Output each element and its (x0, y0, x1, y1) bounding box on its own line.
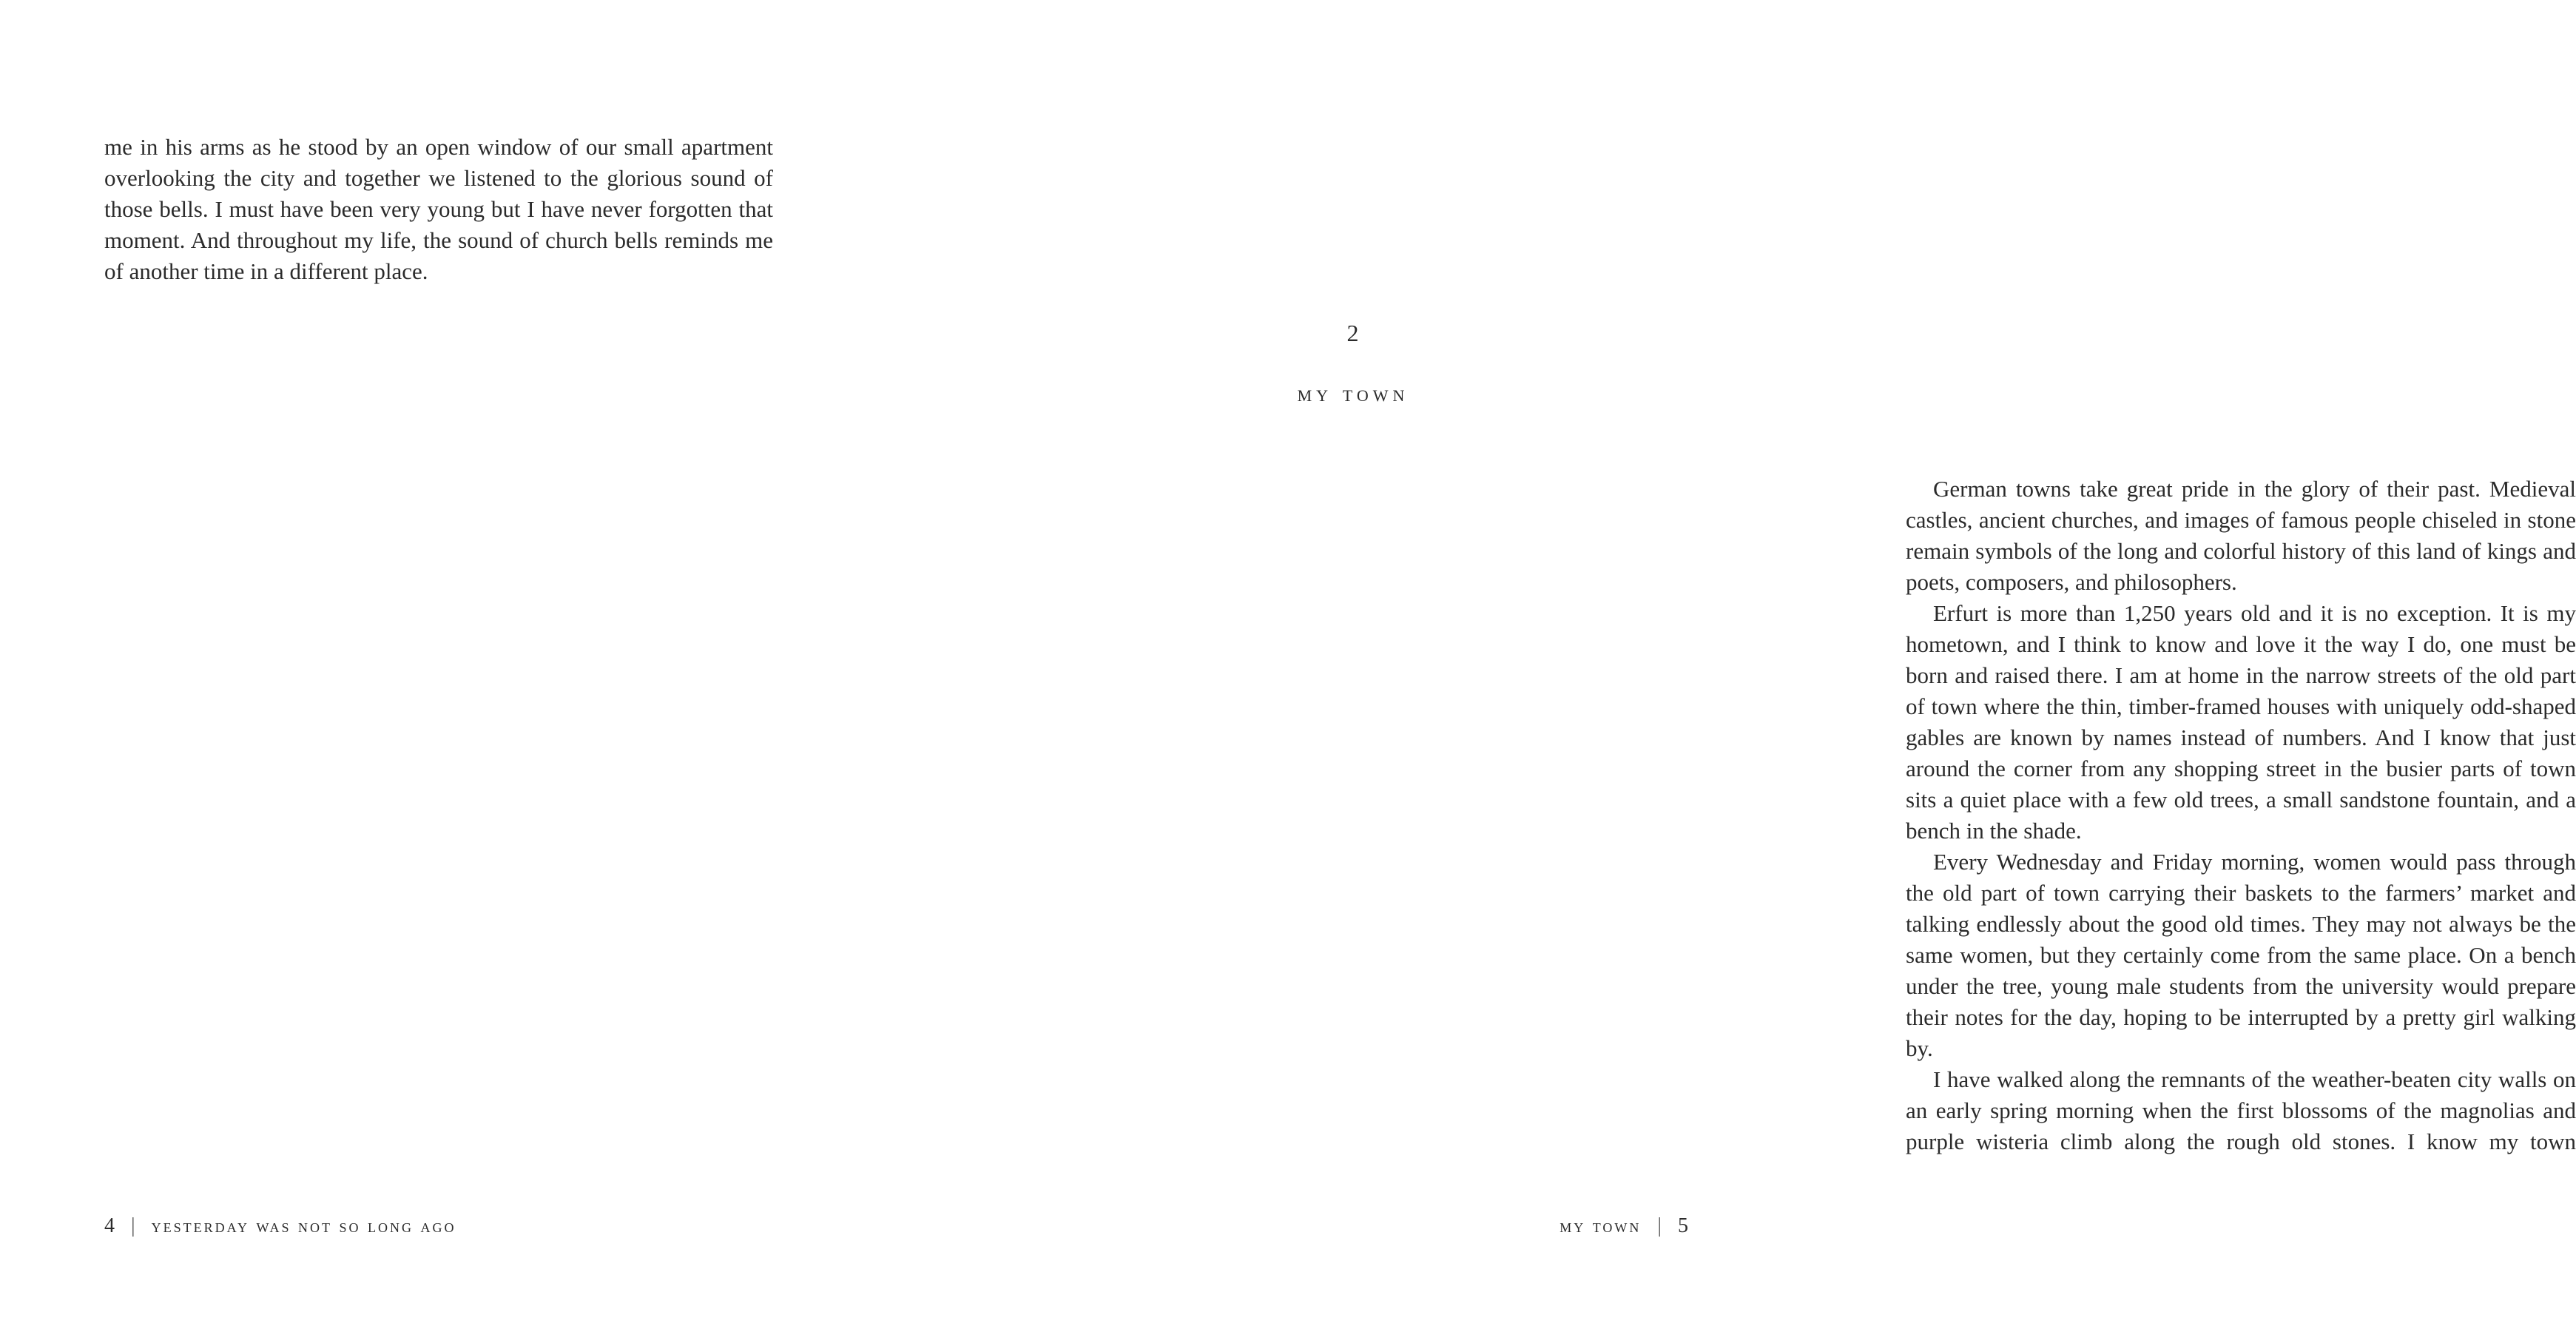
left-folio-separator: | (131, 1214, 135, 1237)
left-paragraph-1: me in his arms as he stood by an open window of our small apartment overlooking the city and together we listened to the glorious sound of those bells. I must have been very young but I have never forgotten that moment. And throughout my life, the sound of church bells reminds me of another time in a different place. (104, 134, 773, 284)
left-page-number: 4 (104, 1214, 115, 1237)
right-folio-separator: | (1657, 1214, 1662, 1237)
right-folio (1560, 1214, 1688, 1240)
right-running-head: my town (1560, 1215, 1642, 1237)
left-page-body (104, 132, 773, 287)
right-paragraph-1: German towns take great pride in the glory of their past. Medieval castles, ancient churches, and images of famous people chiseled in stone remain symbols of the long and colorful history of this land of kings and poets, composers, and philosophers. (1906, 476, 2576, 595)
right-paragraph-3: Every Wednesday and Friday morning, women would pass through the old part of town carrying their baskets to the farmers’ market and talking endlessly about the good old times. They may not always be the same women, but they certainly come from the same place. On a bench under the tree, young male students from the university would prepare their notes for the day, hoping to be interrupted by a pretty girl walking by. (1906, 849, 2576, 1061)
right-page (888, 0, 2576, 1332)
chapter-title: my town (1297, 380, 1409, 406)
right-paragraph-2: Erfurt is more than 1,250 years old and it is no exception. It is my hometown, and I think to know and love it the way I do, one must be born and raised there. I am at home in the narrow streets of the old part of town where the thin, timber-framed houses with uniquely odd-shaped gables are known by names instead of numbers. And I know that just around the corner from any shopping street in the busier parts of town sits a quiet place with a few old trees, a small sandstone fountain, and a bench in the shade. (1906, 600, 2576, 844)
right-page-number: 5 (1678, 1214, 1688, 1237)
chapter-number: 2 (1346, 320, 1360, 346)
left-folio (104, 1214, 456, 1240)
right-paragraph-4: I have walked along the remnants of the weather-beaten city walls on an early spring morning when the first blossoms of the magnolias and purple wisteria climb along the rough old stones. I know my town (1906, 1066, 2576, 1154)
right-page-body (1906, 474, 2576, 1157)
left-page (0, 0, 888, 1332)
left-running-head: yesterday was not so long ago (151, 1215, 456, 1237)
